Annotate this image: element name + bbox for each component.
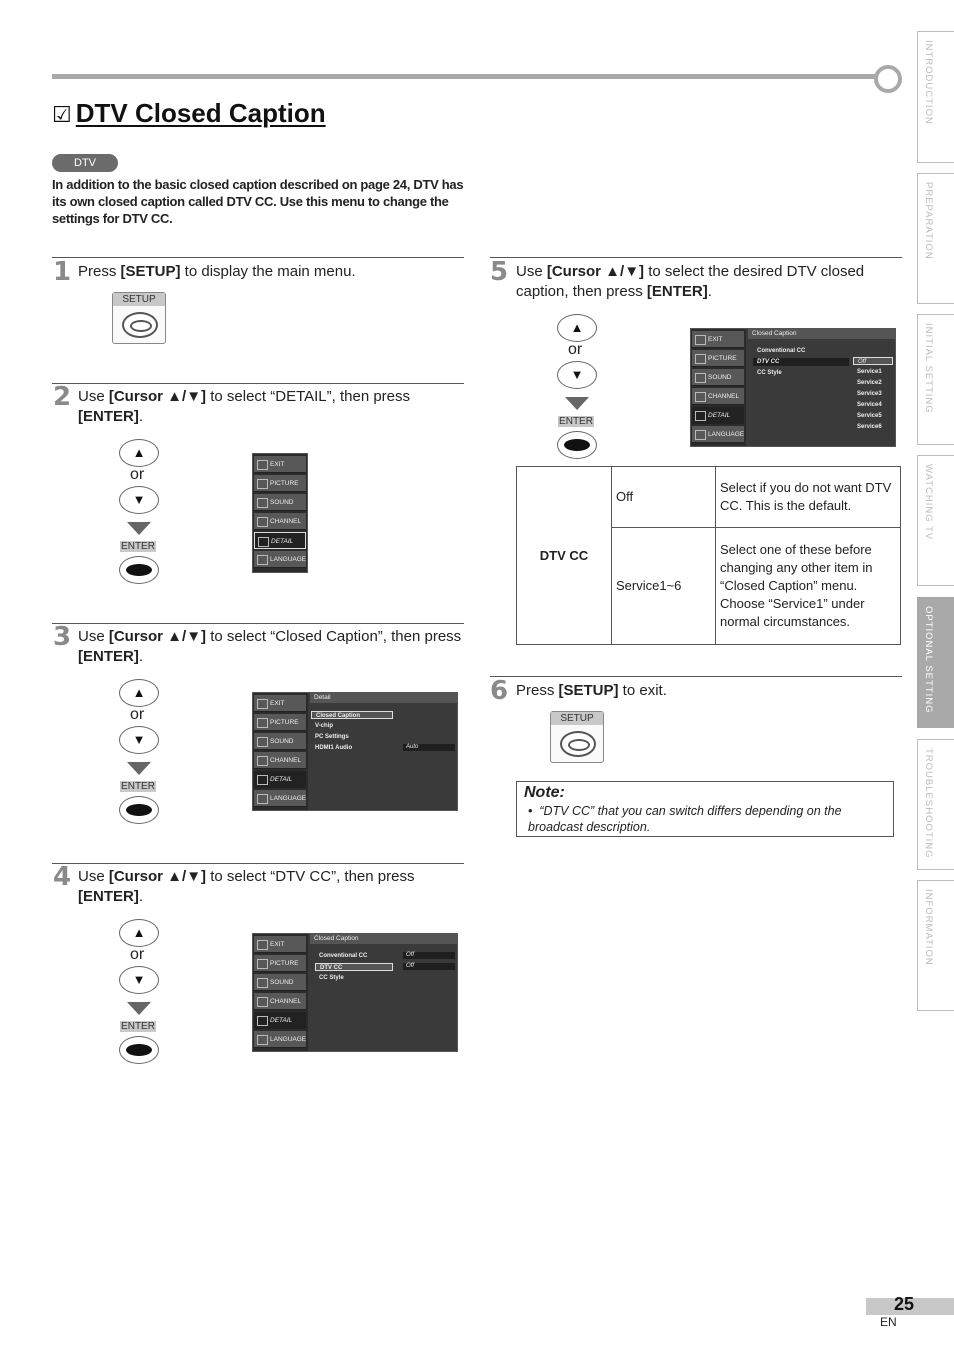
or-label: or [130, 706, 145, 723]
osd-item-sound: SOUND [254, 733, 306, 750]
step-rule [52, 257, 464, 258]
tab-information[interactable]: INFORMATION [917, 880, 954, 1011]
osd-title: Closed Caption [310, 934, 457, 944]
osd-title: Detail [310, 693, 457, 703]
osd-item-sound: SOUND [254, 494, 306, 511]
tab-optional-setting[interactable]: OPTIONAL SETTING [917, 597, 954, 728]
cursor-down-button[interactable]: ▼ [557, 361, 597, 389]
osd-row: Conventional CC [319, 953, 368, 959]
osd-option: Service5 [857, 413, 882, 419]
osd-option-selected: Off [853, 357, 893, 365]
osd-item-exit: EXIT [254, 936, 306, 953]
osd-option: Service2 [857, 380, 882, 386]
osd-option: Service1 [857, 369, 882, 375]
osd-item-detail: DETAIL [254, 1012, 306, 1029]
or-label: or [568, 341, 583, 358]
dtv-badge: DTV [52, 154, 118, 172]
osd-row: DTV CC [753, 358, 849, 366]
arrow-down-icon [565, 397, 589, 410]
osd-row: CC Style [319, 975, 344, 981]
osd-item-language: LANGUAGE [692, 426, 744, 443]
cursor-down-button[interactable]: ▼ [119, 726, 159, 754]
osd-value: Off [403, 952, 455, 959]
intro-text: In addition to the basic closed caption described on page 24, DTV has its own closed caption called DTV CC. Use this menu to change the settings for DTV CC. [52, 177, 464, 226]
setup-button[interactable]: SETUP [550, 711, 604, 763]
osd-value: Auto [403, 744, 455, 751]
osd-title: Closed Caption [748, 329, 895, 339]
tab-troubleshooting[interactable]: TROUBLESHOOTING [917, 739, 954, 870]
osd-item-language: LANGUAGE [254, 551, 306, 568]
step-rule [52, 383, 464, 384]
header-circle [874, 65, 902, 93]
enter-label: ENTER [121, 541, 155, 552]
step-number: 6 [490, 676, 509, 706]
osd-item-exit: EXIT [692, 331, 744, 348]
tab-introduction[interactable]: INTRODUCTION [917, 31, 954, 163]
osd-detail-menu [252, 692, 458, 811]
step-number: 2 [53, 382, 72, 412]
osd-item-sound: SOUND [692, 369, 744, 386]
osd-item-detail: DETAIL [692, 407, 744, 424]
enter-button[interactable] [119, 1036, 159, 1064]
arrow-down-icon [127, 762, 151, 775]
osd-item-picture: PICTURE [692, 350, 744, 367]
header-rule [52, 74, 878, 79]
step-number: 3 [53, 622, 72, 652]
osd-option: Service6 [857, 424, 882, 430]
arrow-down-icon [127, 1002, 151, 1015]
table-description: Select one of these before changing any other item in “Closed Caption” menu. Choose “Service1” under normal circumstances. [716, 528, 901, 645]
osd-row: Conventional CC [757, 348, 806, 354]
tab-preparation[interactable]: PREPARATION [917, 173, 954, 304]
cursor-down-button[interactable]: ▼ [119, 486, 159, 514]
osd-option: Service4 [857, 402, 882, 408]
osd-item-channel: CHANNEL [692, 388, 744, 405]
osd-item-language: LANGUAGE [254, 1031, 306, 1048]
osd-closed-caption-menu [252, 933, 458, 1052]
step-rule [490, 257, 902, 258]
step-rule [490, 676, 902, 677]
page-language: EN [880, 1315, 897, 1329]
osd-item-sound: SOUND [254, 974, 306, 991]
page-number: 25 [894, 1294, 915, 1314]
step-rule [52, 623, 464, 624]
step-1-text: Press [SETUP] to display the main menu. [78, 263, 356, 280]
enter-button[interactable] [119, 556, 159, 584]
note-box [516, 781, 894, 837]
osd-item-detail: DETAIL [254, 532, 306, 549]
osd-item-language: LANGUAGE [254, 790, 306, 807]
step-6-text: Press [SETUP] to exit. [516, 682, 667, 699]
osd-item-channel: CHANNEL [254, 993, 306, 1010]
step-2-text: Use [Cursor ▲/▼] to select “DETAIL”, then press [ENTER]. [78, 388, 411, 425]
or-label: or [130, 466, 145, 483]
step-number: 1 [53, 257, 72, 287]
note-text: • “DTV CC” that you can switch differs depending on the broadcast description. [528, 804, 842, 834]
enter-label: ENTER [121, 781, 155, 792]
enter-label: ENTER [121, 1021, 155, 1032]
osd-option: Service3 [857, 391, 882, 397]
table-option: Service1~6 [612, 528, 716, 645]
tab-initial-setting[interactable]: INITIAL SETTING [917, 314, 954, 445]
step-3-text: Use [Cursor ▲/▼] to select “Closed Caption”, then press [ENTER]. [78, 628, 462, 665]
osd-item-picture: PICTURE [254, 475, 306, 492]
note-title: Note: [524, 784, 565, 801]
setup-button[interactable]: SETUP [112, 292, 166, 344]
cursor-up-button[interactable]: ▲ [119, 919, 159, 947]
osd-item-channel: CHANNEL [254, 513, 306, 530]
or-label: or [130, 946, 145, 963]
dtv-cc-table [516, 466, 901, 645]
osd-row: PC Settings [315, 734, 349, 740]
osd-item-channel: CHANNEL [254, 752, 306, 769]
osd-row: HDMI1 Audio [315, 745, 353, 751]
checkbox-icon: ☑ [52, 102, 72, 127]
step-4-text: Use [Cursor ▲/▼] to select “DTV CC”, then press [ENTER]. [78, 868, 415, 905]
cursor-down-button[interactable]: ▼ [119, 966, 159, 994]
osd-item-exit: EXIT [254, 456, 306, 473]
osd-row: DTV CC [315, 963, 393, 971]
osd-value: Off [403, 963, 455, 970]
step-rule [52, 863, 464, 864]
table-option: Off [612, 467, 716, 528]
osd-item-picture: PICTURE [254, 714, 306, 731]
osd-row: V-chip [315, 723, 334, 729]
step-5-text: Use [Cursor ▲/▼] to select the desired DTV closed caption, then press [ENTER]. [516, 263, 865, 300]
osd-item-exit: EXIT [254, 695, 306, 712]
osd-item-picture: PICTURE [254, 955, 306, 972]
setup-oval-icon [122, 312, 158, 338]
cursor-up-button[interactable]: ▲ [119, 679, 159, 707]
osd-row: CC Style [757, 370, 782, 376]
osd-row: Closed Caption [311, 711, 393, 719]
osd-main-menu [252, 453, 308, 573]
table-label: DTV CC [517, 467, 612, 645]
step-number: 5 [490, 257, 509, 287]
enter-button[interactable] [557, 431, 597, 459]
enter-label: ENTER [559, 416, 593, 427]
arrow-down-icon [127, 522, 151, 535]
cursor-up-button[interactable]: ▲ [557, 314, 597, 342]
cursor-up-button[interactable]: ▲ [119, 439, 159, 467]
table-description: Select if you do not want DTV CC. This is the default. [716, 467, 901, 528]
osd-item-detail: DETAIL [254, 771, 306, 788]
page-title: ☑ DTV Closed Caption [52, 98, 326, 128]
tab-watching-tv[interactable]: WATCHING TV [917, 455, 954, 586]
setup-oval-icon [560, 731, 596, 757]
step-number: 4 [53, 862, 72, 892]
enter-button[interactable] [119, 796, 159, 824]
osd-dtv-cc-menu [690, 328, 896, 447]
